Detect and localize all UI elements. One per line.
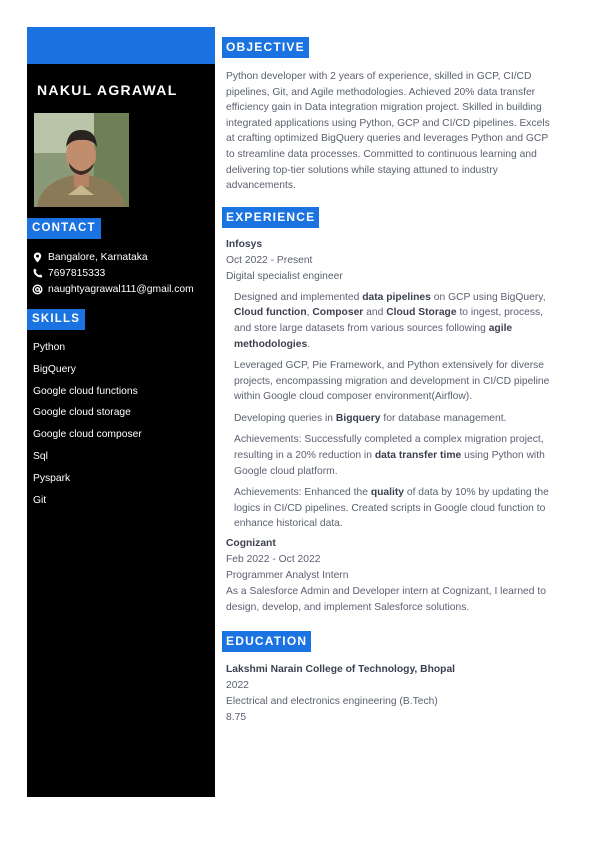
education-school: Lakshmi Narain College of Technology, Bhopal (226, 664, 456, 675)
job-dates: Oct 2022 - Present (226, 254, 313, 266)
bullet-text: . (307, 338, 311, 350)
job-bullet (226, 290, 552, 352)
education-year: 2022 (226, 679, 249, 691)
sidebar-accent-bar (27, 27, 215, 64)
education-section (222, 631, 552, 726)
bullet-text: Designed and implemented (234, 291, 363, 303)
job-dates: Feb 2022 - Oct 2022 (226, 553, 321, 565)
skill-item: BigQuery (33, 363, 76, 375)
objective-section (222, 37, 552, 194)
contact-location-text: Bangalore, Karnataka (48, 251, 148, 263)
contact-location (32, 249, 212, 265)
bullet-text: using Python with Google cloud platform. (234, 450, 545, 477)
bullet-text: on GCP using BigQuery, (430, 291, 546, 303)
bullet-text: and (363, 307, 387, 319)
contact-heading: CONTACT (27, 218, 101, 239)
bullet-keyword: data transfer time (374, 450, 462, 462)
job-bullet (226, 358, 552, 405)
objective-heading: OBJECTIVE (222, 37, 309, 58)
candidate-name: NAKUL AGRAWAL (37, 82, 178, 98)
email-icon (32, 284, 43, 295)
experience-heading: EXPERIENCE (222, 207, 319, 228)
job-role: Programmer Analyst Intern (226, 569, 349, 581)
skill-item: Pyspark (33, 472, 71, 484)
job-bullet (226, 485, 552, 532)
education-heading: EDUCATION (222, 631, 311, 652)
bullet-keyword: Cloud function (234, 307, 307, 319)
contact-email-text[interactable]: naughtyagrawal111@gmail.com (48, 283, 194, 295)
phone-icon (32, 268, 43, 279)
bullet-text: Achievements: Enhanced the (234, 487, 371, 499)
job-description: As a Salesforce Admin and Developer intern at Cognizant, I learned to design, develop, and implement Salesforce solutions. (226, 585, 546, 613)
bullet-text: for database management. (380, 412, 507, 424)
bullet-keyword: quality (370, 487, 404, 499)
objective-text: Python developer with 2 years of experience, skilled in GCP, CI/CD pipelines, Git, and Agile methodologies. Achieved 20% data transfer efficiency gain in Data integration migration project. Skilled in building integrated applications using Python, GCP and CI/CD pipelines. Excels at crafting optimized BigQuery queries and leverages Python and GCP to streamline data processes. Committed to continuous learning and delivering top-tier solutions while staying attuned to industry advancements. (226, 71, 550, 192)
bullet-text: Leveraged GCP, Pie Framework, and Python extensively for diverse projects, encompassing migration and development in CI/CD pipeline within Google cloud composer environment(Airflow). (234, 360, 550, 403)
job-bullet (226, 432, 552, 479)
location-icon (32, 252, 43, 263)
bullet-text: to ingest, process, and store large datasets from various sources following (234, 307, 544, 334)
experience-section (222, 207, 552, 616)
skill-item: Python (33, 342, 66, 353)
job-bullet (226, 411, 552, 427)
bullet-text: , (306, 307, 313, 319)
sidebar (27, 27, 215, 797)
job-role: Digital specialist engineer (226, 270, 343, 282)
education-degree: Electrical and electronics engineering (B.Tech) (226, 695, 438, 707)
contact-list (32, 249, 212, 297)
bullet-text: Achievements: Successfully completed a complex migration project, resulting in a 20% reduction in (234, 434, 544, 462)
skills-heading: SKILLS (27, 309, 85, 330)
job-infosys (222, 237, 552, 532)
skill-item: Sql (33, 450, 48, 462)
bullet-keyword: Composer (312, 307, 364, 319)
job-company: Infosys (226, 239, 263, 250)
bullet-keyword: agile methodologies (234, 322, 513, 350)
contact-phone-text: 7697815333 (48, 267, 106, 279)
bullet-keyword: data pipelines (362, 291, 431, 303)
skills-list (33, 341, 142, 515)
job-cognizant (222, 536, 552, 616)
contact-email[interactable] (32, 281, 212, 297)
skill-item: Google cloud functions (33, 385, 138, 397)
bullet-keyword: Cloud Storage (386, 307, 457, 319)
profile-photo (34, 113, 129, 207)
education-score: 8.75 (226, 711, 247, 723)
skill-item: Google cloud storage (33, 407, 131, 419)
bullet-text: Developing queries in (234, 412, 336, 424)
education-entry (222, 662, 552, 726)
job-bullets (226, 290, 552, 532)
skill-item: Git (33, 494, 47, 506)
bullet-text: of data by 10% by updating the logics in CI/CD pipelines. Created scripts in Google cloud function to enhance historical data. (234, 487, 549, 530)
skill-item: Google cloud composer (33, 429, 142, 441)
bullet-keyword: Bigquery (335, 412, 381, 424)
job-company: Cognizant (226, 538, 276, 550)
contact-phone (32, 265, 212, 281)
